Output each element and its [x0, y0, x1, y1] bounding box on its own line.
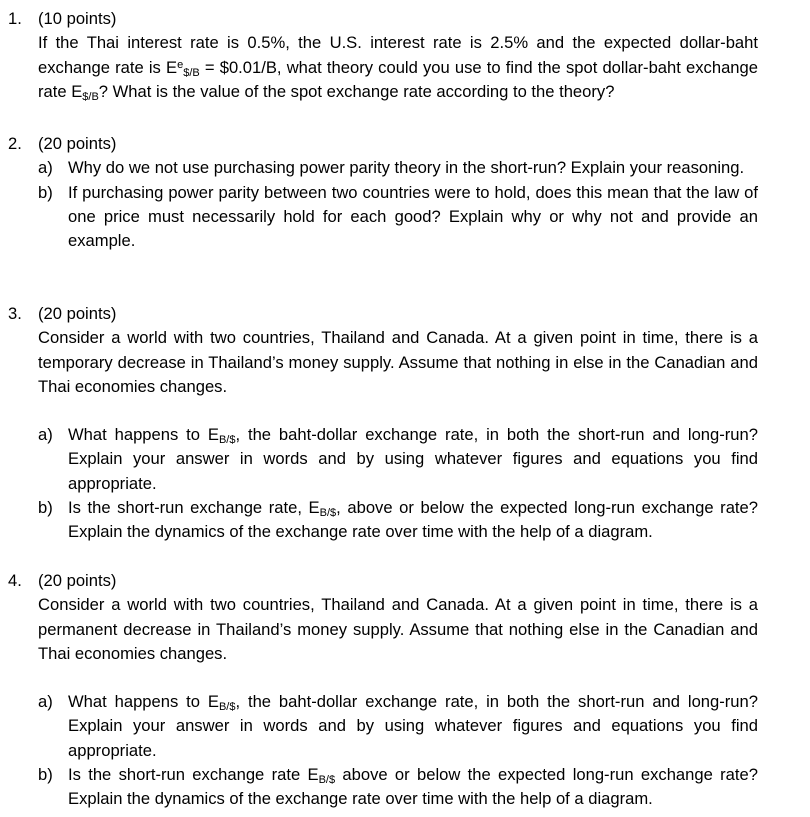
sub-question-b	[0, 181, 810, 254]
question-number: 4.	[8, 571, 22, 590]
sub-question-label: a)	[38, 158, 53, 178]
sub-question-label: a)	[38, 692, 53, 712]
sub-question-text: Is the short-run exchange rate, $E_{B/\$}$, above or below the expected long-run exchange rate? Explain the dynamics of the exchange rate over time with the help of a diagram.	[68, 498, 758, 542]
question-intro: Consider a world with two countries, Thailand and Canada. At a given point in time, there is a permanent decrease in Thailand’s money supply. Assume that nothing else in the Canadian and Thai economies changes.	[38, 595, 758, 663]
question-1	[0, 7, 810, 104]
question-3	[0, 302, 810, 545]
sub-question-text: Is the short-run exchange rate $E_{B/\$}$ above or below the expected long-run exchange rate? Explain the dynamics of the exchange rate over time with the help of a diagram.	[68, 765, 758, 809]
question-header	[0, 132, 810, 156]
sub-question-text: Why do we not use purchasing power parity theory in the short-run? Explain your reasoning.	[68, 158, 745, 178]
sub-question-b	[0, 763, 810, 812]
question-4	[0, 569, 810, 812]
sub-question-label: b)	[38, 182, 53, 202]
sub-question-label: b)	[38, 498, 53, 518]
sub-question-text: What happens to $E_{B/\$}$, the baht-dollar exchange rate, in both the short-run and long-run? Explain your answer in words and by using whatever figures and equations you find appropriate.	[68, 692, 758, 760]
question-header	[0, 7, 810, 31]
question-points: (20 points)	[38, 571, 117, 590]
question-points: (20 points)	[38, 304, 117, 323]
question-intro: Consider a world with two countries, Thailand and Canada. At a given point in time, there is a temporary decrease in Thailand’s money supply. Assume that nothing in else in the Canadian and Thai economies changes.	[38, 328, 758, 396]
sub-question-text: What happens to $E_{B/\$}$, the baht-dollar exchange rate, in both the short-run and long-run? Explain your answer in words and by using whatever figures and equations you find appropriate.	[68, 425, 758, 493]
question-points: (10 points)	[38, 9, 117, 28]
sub-question-a	[0, 690, 810, 763]
question-2	[0, 132, 810, 253]
sub-question-b	[0, 496, 810, 545]
question-number: 3.	[8, 304, 22, 323]
sub-question-text: If purchasing power parity between two countries were to hold, does this mean that the law of one price must necessarily hold for each good? Explain why or why not and provide an example.	[68, 182, 758, 251]
spacer	[0, 666, 810, 690]
question-points: (20 points)	[38, 134, 117, 153]
sub-question-a	[0, 423, 810, 496]
question-text: If the Thai interest rate is 0.5%, the U.S. interest rate is 2.5% and the expected dollar-baht exchange rate is $E^e_{\$/B}$ = $0.01/B, what theory could you use to find the spot dollar-baht exchange rate $E_{\$/B}$? What is the value of the spot exchange rate according to the theory?	[38, 33, 758, 103]
sub-question-label: b)	[38, 765, 53, 785]
question-header	[0, 302, 810, 326]
question-number: 2.	[8, 134, 22, 153]
sub-question-a	[0, 156, 810, 180]
question-number: 1.	[8, 9, 22, 28]
question-header	[0, 569, 810, 593]
sub-question-label: a)	[38, 425, 53, 445]
spacer	[0, 399, 810, 423]
